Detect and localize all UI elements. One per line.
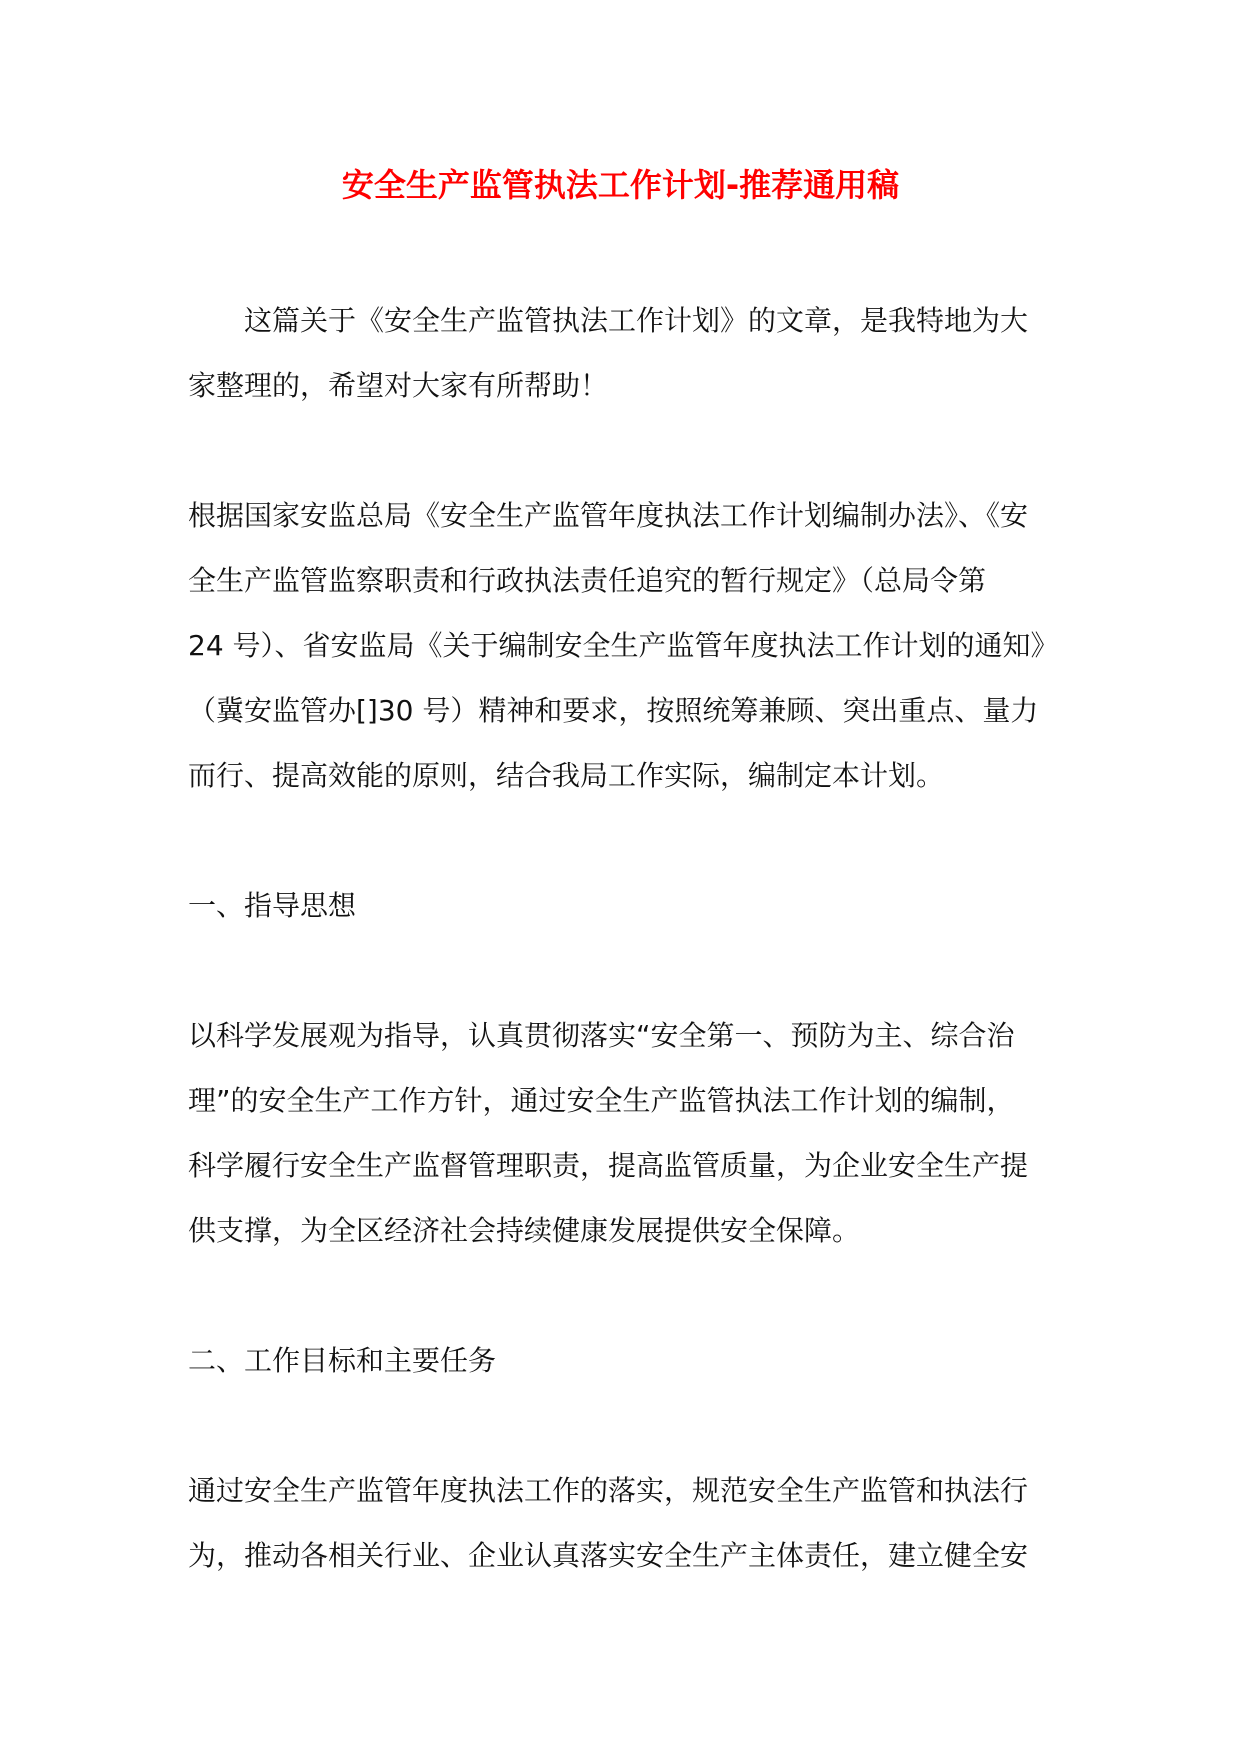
paragraph-basis [188, 483, 1058, 808]
heading-text: 一、指导思想 [188, 889, 357, 922]
heading-text: 二、工作目标和主要任务 [188, 1344, 497, 1377]
document-title: 安全生产监管执法工作计划-推荐通用稿 [341, 166, 900, 204]
text-line: 24 号）、省安监局《关于编制安全生产监管年度执法工作计划的通知》 [188, 629, 1059, 662]
paragraph-intro [188, 288, 1058, 418]
text-line: 科学履行安全生产监督管理职责，提高监管质量，为企业安全生产提 [188, 1149, 1029, 1182]
text-line: 为，推动各相关行业、企业认真落实安全生产主体责任，建立健全安 [188, 1539, 1029, 1572]
text-line: 而行、提高效能的原则，结合我局工作实际，编制定本计划。 [188, 759, 945, 792]
text-line: 全生产监管监察职责和行政执法责任追究的暂行规定》（总局令第 [188, 564, 987, 597]
paragraph-goals [188, 1458, 1058, 1588]
text-line: （冀安监管办[]30 号）精神和要求，按照统筹兼顾、突出重点、量力 [188, 694, 1039, 727]
text-line: 根据国家安监总局《安全生产监管年度执法工作计划编制办法》、《安 [188, 499, 1029, 532]
text-line: 以科学发展观为指导，认真贯彻落实“安全第一、预防为主、综合治 [188, 1019, 1015, 1052]
document-body [188, 288, 1058, 1653]
text-line: 这篇关于《安全生产监管执法工作计划》的文章，是我特地为大 [244, 304, 1029, 337]
section-heading-2 [188, 1328, 1058, 1393]
text-line: 理”的安全生产工作方针，通过安全生产监管执法工作计划的编制， [188, 1084, 1015, 1117]
section-heading-1 [188, 873, 1058, 938]
text-line: 通过安全生产监管年度执法工作的落实，规范安全生产监管和执法行 [188, 1474, 1029, 1507]
text-line: 供支撑，为全区经济社会持续健康发展提供安全保障。 [188, 1214, 861, 1247]
paragraph-guiding [188, 1003, 1058, 1263]
text-line: 家整理的，希望对大家有所帮助！ [188, 369, 609, 402]
